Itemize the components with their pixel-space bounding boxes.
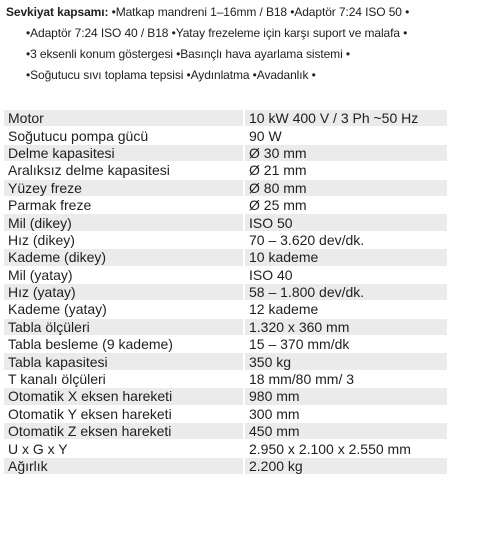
spec-label: Motor (4, 110, 244, 127)
delivery-scope-items: •Matkap mandreni 1–16mm / B18 •Adaptör 7:24 ISO 50 • (111, 5, 410, 19)
table-row (4, 196, 447, 213)
table-row (4, 301, 447, 318)
table-row (4, 370, 447, 387)
spec-value: 15 – 370 mm/dk (244, 336, 447, 353)
spec-value: 300 mm (244, 405, 447, 422)
spec-label: Delme kapasitesi (4, 144, 244, 161)
table-row (4, 179, 447, 196)
table-row (4, 266, 447, 283)
spec-value: 90 W (244, 127, 447, 144)
spec-label: Tabla ölçüleri (4, 318, 244, 335)
spec-label: Tabla kapasitesi (4, 353, 244, 370)
table-row (4, 214, 447, 231)
spec-value: 980 mm (244, 388, 447, 405)
delivery-scope-line: •Soğutucu sıvı toplama tepsisi •Aydınlatma •Avadanlık • (26, 68, 316, 82)
delivery-scope-line: •3 eksenli konum göstergesi •Basınçlı hava ayarlama sistemi • (26, 47, 350, 61)
table-row (4, 318, 447, 335)
spec-value: 12 kademe (244, 301, 447, 318)
spec-label: Parmak freze (4, 196, 244, 213)
spec-label: U x G x Y (4, 440, 244, 457)
spec-label: Otomatik Z eksen hareketi (4, 423, 244, 440)
table-row (4, 353, 447, 370)
spec-label: Aralıksız delme kapasitesi (4, 162, 244, 179)
spec-value: Ø 25 mm (244, 196, 447, 213)
delivery-scope (6, 2, 495, 86)
spec-value: 2.950 x 2.100 x 2.550 mm (244, 440, 447, 457)
table-row (4, 127, 447, 144)
table-row (4, 283, 447, 300)
spec-label: Soğutucu pompa gücü (4, 127, 244, 144)
table-row (4, 110, 447, 127)
table-row (4, 336, 447, 353)
spec-value: 10 kW 400 V / 3 Ph ~50 Hz (244, 110, 447, 127)
spec-label: Hız (dikey) (4, 231, 244, 248)
spec-value: 10 kademe (244, 249, 447, 266)
spec-value: ISO 40 (244, 266, 447, 283)
spec-label: Mil (yatay) (4, 266, 244, 283)
delivery-scope-line (6, 2, 495, 23)
specs-table (4, 110, 447, 475)
spec-value: 450 mm (244, 423, 447, 440)
spec-label: Otomatik Y eksen hareketi (4, 405, 244, 422)
spec-value: 1.320 x 360 mm (244, 318, 447, 335)
table-row (4, 231, 447, 248)
specs-table-body (4, 110, 447, 475)
spec-label: T kanalı ölçüleri (4, 370, 244, 387)
table-row (4, 405, 447, 422)
spec-label: Kademe (yatay) (4, 301, 244, 318)
spec-value: 58 – 1.800 dev/dk. (244, 283, 447, 300)
spec-label: Tabla besleme (9 kademe) (4, 336, 244, 353)
table-row (4, 457, 447, 474)
spec-value: ISO 50 (244, 214, 447, 231)
spec-label: Mil (dikey) (4, 214, 244, 231)
spec-value: 350 kg (244, 353, 447, 370)
spec-value: Ø 21 mm (244, 162, 447, 179)
table-row (4, 249, 447, 266)
table-row (4, 388, 447, 405)
spec-label: Hız (yatay) (4, 283, 244, 300)
table-row (4, 162, 447, 179)
spec-value: 18 mm/80 mm/ 3 (244, 370, 447, 387)
spec-label: Ağırlık (4, 457, 244, 474)
delivery-scope-title: Sevkiyat kapsamı: (6, 5, 109, 19)
spec-label: Otomatik X eksen hareketi (4, 388, 244, 405)
delivery-scope-line: •Adaptör 7:24 ISO 40 / B18 •Yatay frezeleme için karşı suport ve malafa • (26, 26, 408, 40)
spec-value: Ø 80 mm (244, 179, 447, 196)
spec-value: Ø 30 mm (244, 144, 447, 161)
spec-value: 70 – 3.620 dev/dk. (244, 231, 447, 248)
spec-value: 2.200 kg (244, 457, 447, 474)
table-row (4, 144, 447, 161)
table-row (4, 440, 447, 457)
spec-label: Kademe (dikey) (4, 249, 244, 266)
table-row (4, 423, 447, 440)
spec-label: Yüzey freze (4, 179, 244, 196)
